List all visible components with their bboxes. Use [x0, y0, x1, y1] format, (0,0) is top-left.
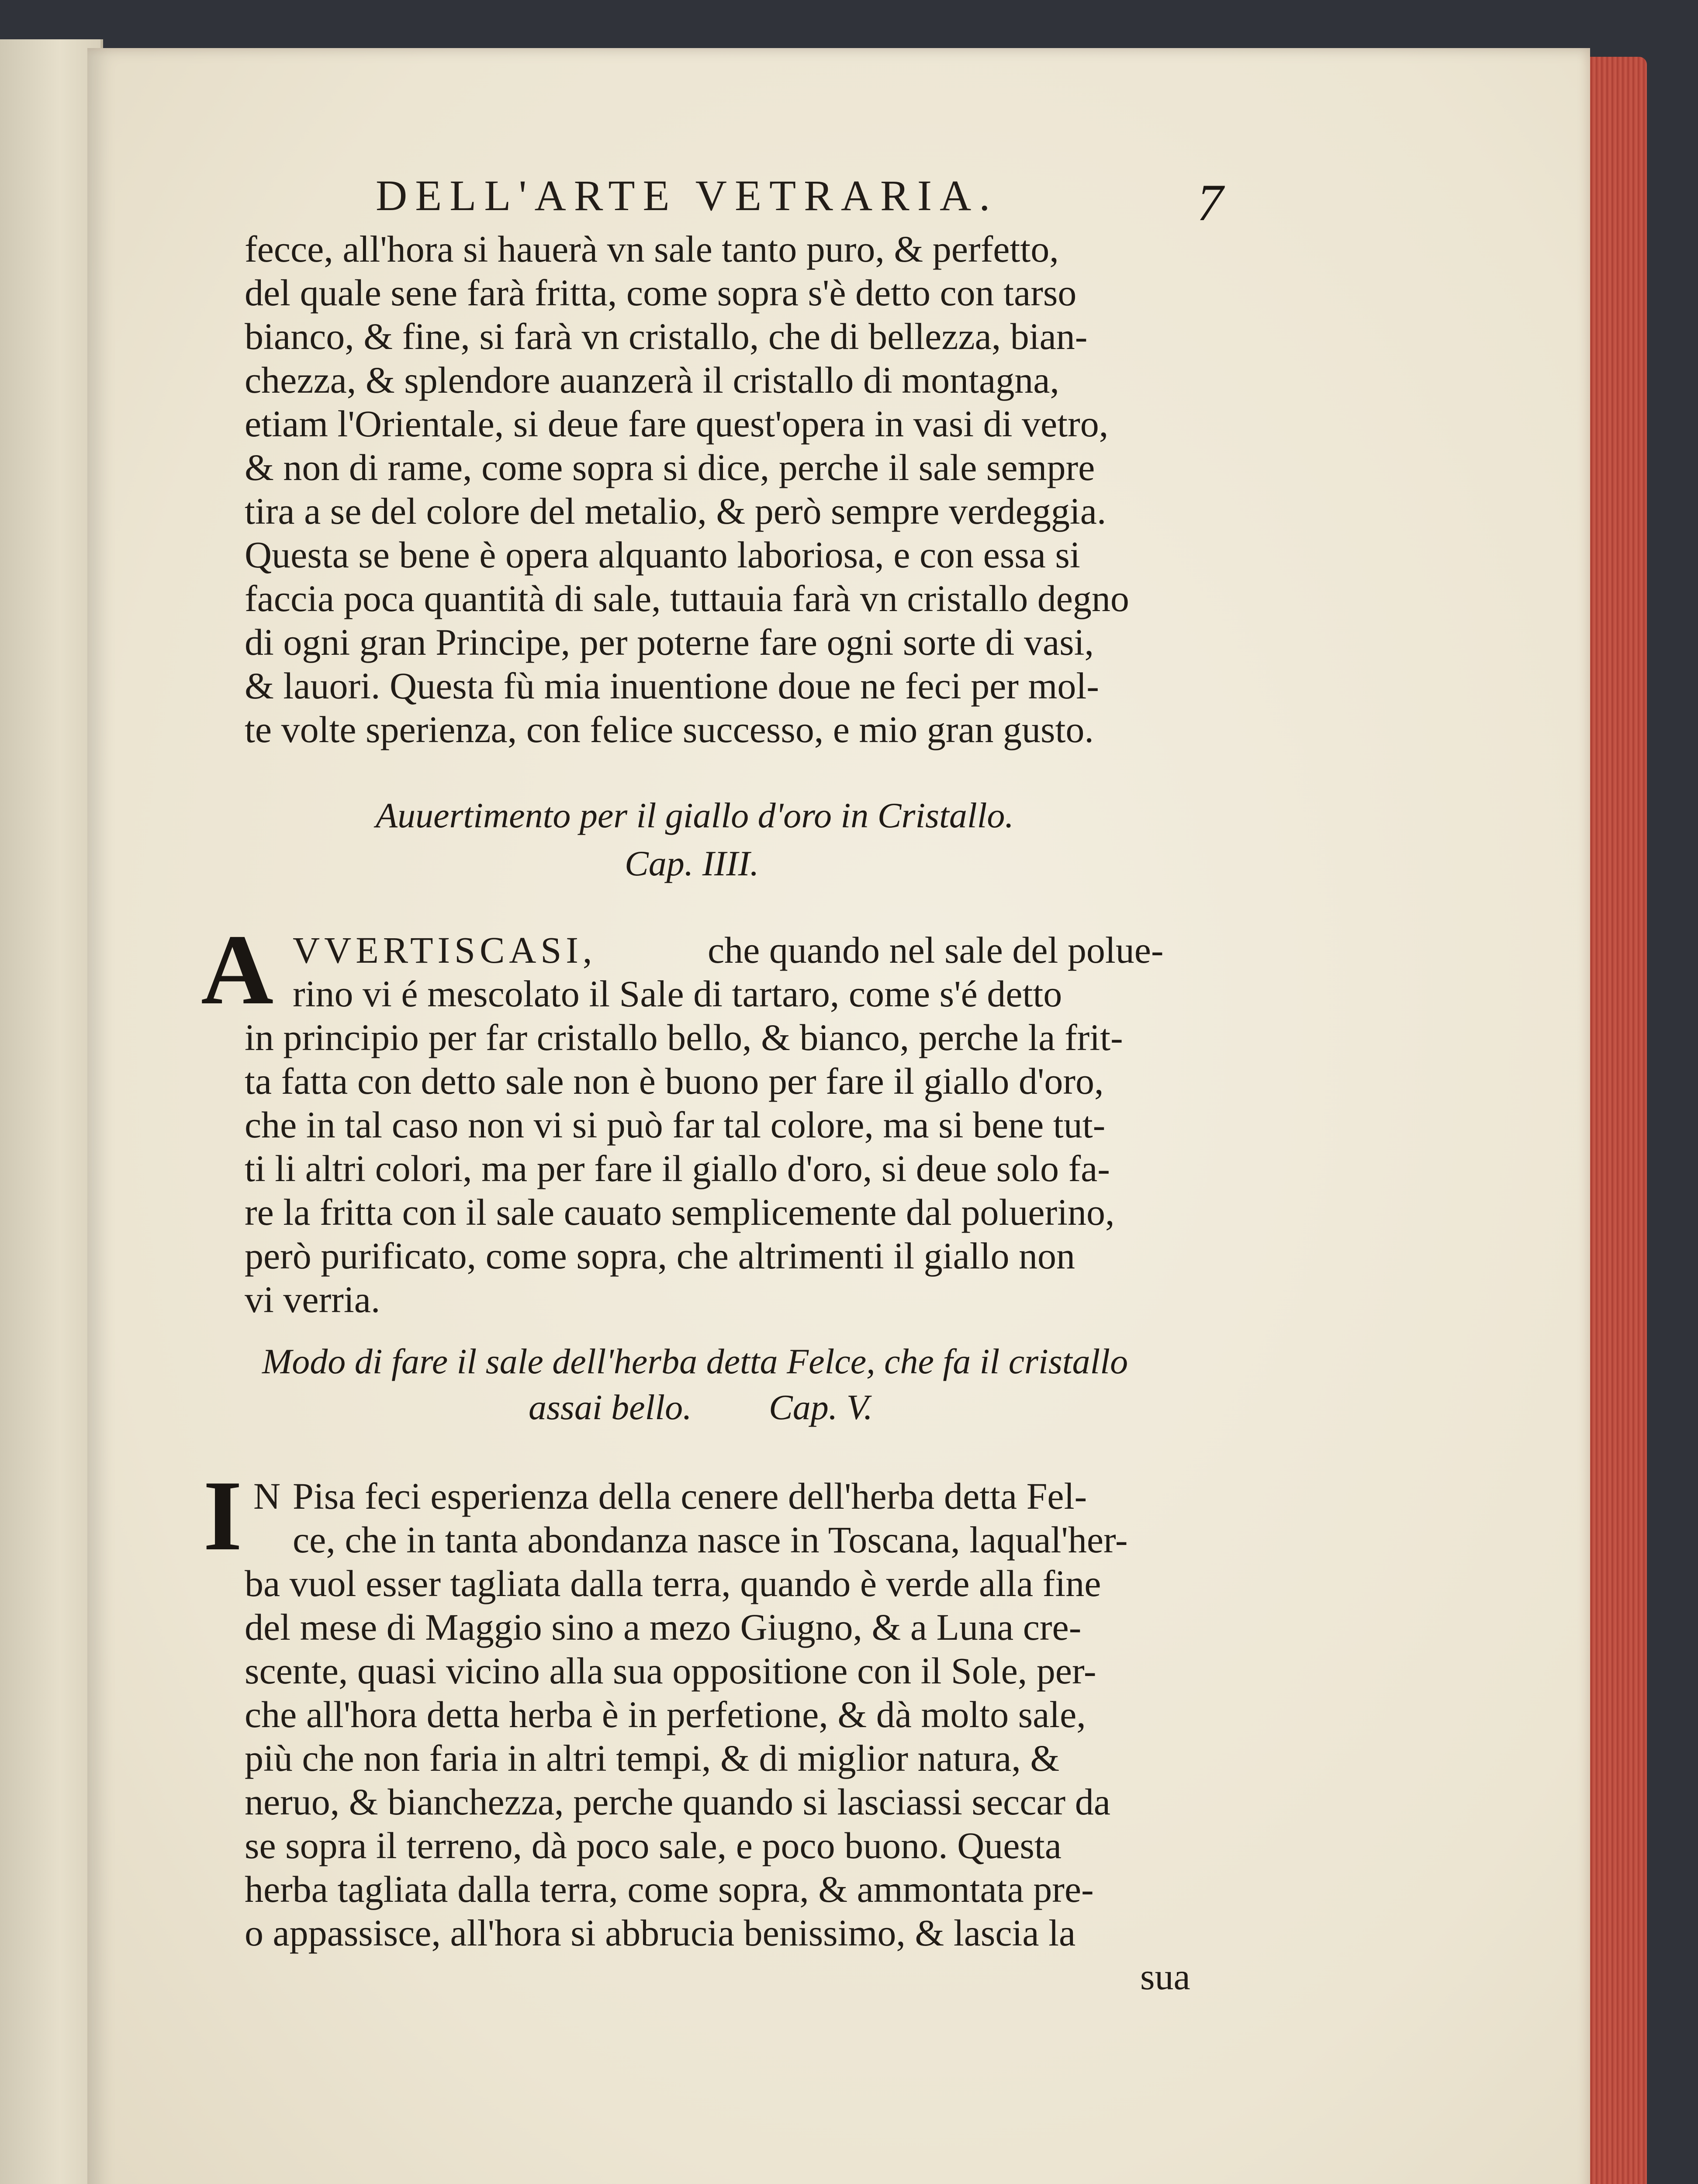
- chapter-heading-5-cont: assai bello.: [529, 1387, 692, 1427]
- text-line: & lauori. Questa fù mia inuentione doue ne feci per mol-: [245, 665, 1099, 707]
- text-line: rino vi é mescolato il Sale di tartaro, come s'é detto: [293, 973, 1062, 1015]
- chapter-number-5: Cap. V.: [769, 1387, 873, 1427]
- text-line: etiam l'Orientale, si deue fare quest'opera in vasi di vetro,: [245, 403, 1109, 445]
- text-line: & non di rame, come sopra si dice, perche il sale sempre: [245, 446, 1095, 488]
- text-line: bianco, & fine, si farà vn cristallo, che di bellezza, bian-: [245, 315, 1088, 357]
- chapter-heading-4: Auuertimento per il giallo d'oro in Cristallo.: [376, 795, 1014, 835]
- text-line: però purificato, come sopra, che altrimenti il giallo non: [245, 1235, 1075, 1277]
- text-line: re la fritta con il sale cauato semplicemente dal poluerino,: [245, 1191, 1115, 1233]
- text-line: che all'hora detta herba è in perfetione, & dà molto sale,: [245, 1693, 1086, 1735]
- page-number: 7: [1197, 173, 1223, 232]
- text-line: o appassisce, all'hora si abbrucia benissimo, & lascia la: [245, 1912, 1076, 1954]
- chapter-heading-5: Modo di fare il sale dell'herba detta Felce, che fa il cristallo: [262, 1341, 1128, 1381]
- text-line: del mese di Maggio sino a mezo Giugno, & a Luna cre-: [245, 1606, 1082, 1648]
- text-line: ce, che in tanta abondanza nasce in Toscana, laqual'her-: [293, 1519, 1128, 1561]
- text-line: che quando nel sale del polue-: [708, 929, 1164, 971]
- drop-cap-i: I: [203, 1460, 242, 1571]
- text-line: tira a se del colore del metalio, & però sempre verdeggia.: [245, 490, 1107, 532]
- text-line: di ogni gran Principe, per poterne fare ogni sorte di vasi,: [245, 621, 1094, 663]
- text-line: Pisa feci esperienza della cenere dell'herba detta Fel-: [293, 1475, 1087, 1517]
- text-line: herba tagliata dalla terra, come sopra, & ammontata pre-: [245, 1868, 1094, 1910]
- text-line: fecce, all'hora si hauerà vn sale tanto puro, & perfetto,: [245, 228, 1059, 270]
- running-head: DELL'ARTE VETRARIA.: [376, 171, 998, 220]
- text-line: Questa se bene è opera alquanto laboriosa, e con essa si: [245, 534, 1080, 576]
- text-line: vi verria.: [245, 1279, 380, 1320]
- text-line: che in tal caso non vi si può far tal colore, ma si bene tut-: [245, 1104, 1106, 1146]
- text-line: chezza, & splendore auanzerà il cristallo di montagna,: [245, 359, 1059, 401]
- text-line: in principio per far cristallo bello, & bianco, perche la frit-: [245, 1016, 1123, 1058]
- opening-letter: N: [253, 1475, 281, 1517]
- text-line: ta fatta con detto sale non è buono per fare il giallo d'oro,: [245, 1060, 1104, 1102]
- drop-cap-a: A: [201, 914, 274, 1025]
- text-line: più che non faria in altri tempi, & di miglior natura, &: [245, 1737, 1060, 1779]
- opening-caps: VVERTISCASI,: [293, 929, 597, 971]
- text-line: se sopra il terreno, dà poco sale, e poco buono. Questa: [245, 1825, 1062, 1866]
- chapter-number-4: Cap. IIII.: [625, 843, 759, 883]
- text-line: scente, quasi vicino alla sua oppositione con il Sole, per-: [245, 1650, 1096, 1692]
- catchword: sua: [1140, 1956, 1190, 1997]
- text-line: ba vuol esser tagliata dalla terra, quando è verde alla fine: [245, 1562, 1101, 1604]
- text-line: del quale sene farà fritta, come sopra s'è detto con tarso: [245, 272, 1077, 314]
- text-line: ti li altri colori, ma per fare il giallo d'oro, si deue solo fa-: [245, 1147, 1110, 1189]
- text-line: neruo, & bianchezza, perche quando si lasciassi seccar da: [245, 1781, 1110, 1823]
- text-line: faccia poca quantità di sale, tuttauia farà vn cristallo degno: [245, 577, 1129, 619]
- text-line: te volte sperienza, con felice successo, e mio gran gusto.: [245, 708, 1094, 750]
